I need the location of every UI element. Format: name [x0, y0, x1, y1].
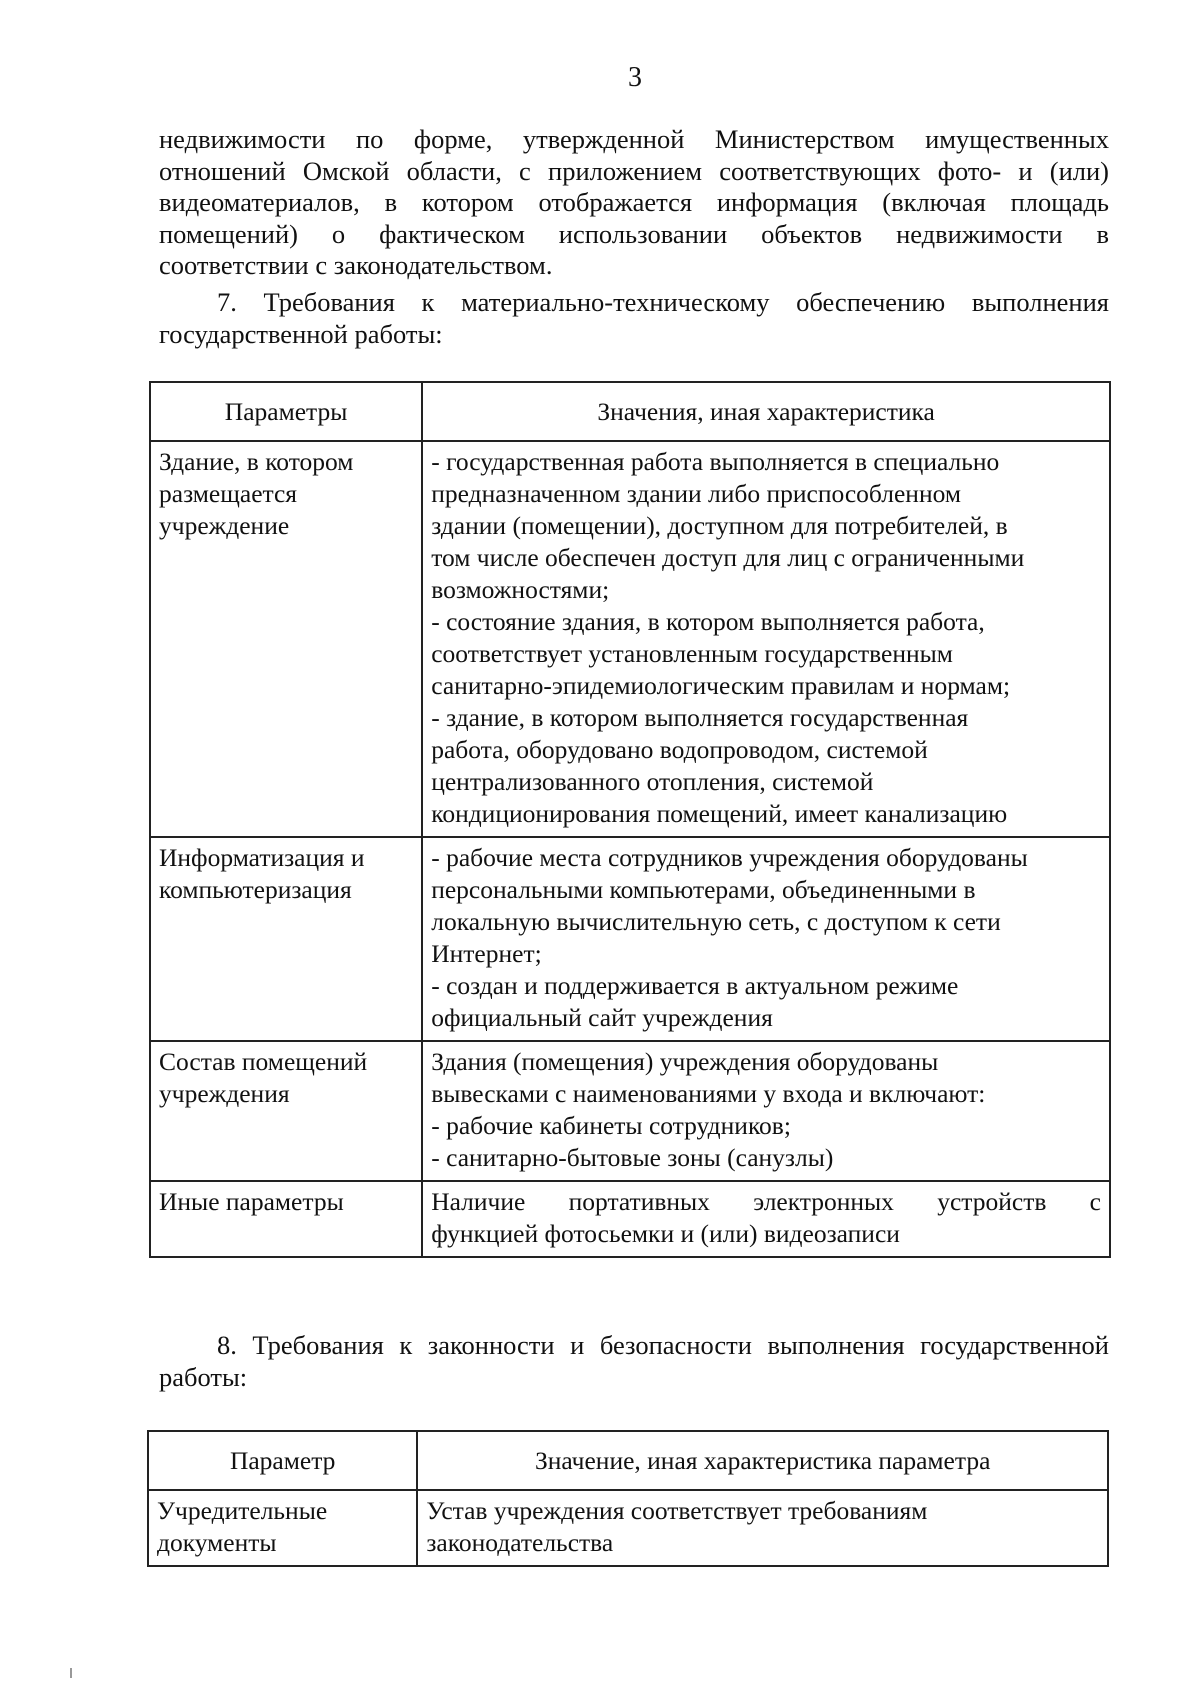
text-line: 8. Требования к законности и безопасности выполнения государственной	[217, 1330, 1109, 1360]
column-header: Значения, иная характеристика	[422, 382, 1110, 441]
material-requirements-table	[149, 381, 1111, 1258]
table-header-row	[148, 1431, 1108, 1490]
scan-artifact	[70, 1668, 72, 1678]
column-header: Параметры	[150, 382, 422, 441]
text-line: работы:	[159, 1361, 248, 1392]
value-cell: Наличие портативных электронных устройств с функцией фотосьемки и (или) видеозаписи	[422, 1181, 1110, 1257]
text-line: помещений) о фактическом использовании объектов недвижимости в	[159, 218, 1109, 249]
text-line: недвижимости по форме, утвержденной Министерством имущественных	[159, 124, 1109, 154]
param-cell: Информатизация и компьютеризация	[150, 837, 422, 1041]
table-row	[150, 1041, 1110, 1181]
value-cell: Здания (помещения) учреждения оборудованы вывесками с наименованиями у входа и включают: - рабочие кабинеты сотрудников; - санитарно-бытовые зоны (санузлы)	[422, 1041, 1110, 1181]
text-line: видеоматериалов, в котором отображается информация (включая площадь	[159, 187, 1109, 218]
value-cell: - государственная работа выполняется в специально предназначенном здании либо приспособленном здании (помещении), доступном для потребителей, в том числе обеспечен доступ для лиц с ограниченными возможностями; - состояние здания, в котором выполняется работа, соответствует установленным государственным санитарно-эпидемиологическим правилам и нормам; - здание, в котором выполняется государственная работа, оборудовано водопроводом, системой централизованного отопления, системой кондиционирования помещений, имеет канализацию	[422, 441, 1110, 837]
table-row	[150, 441, 1110, 837]
section-7-heading	[159, 287, 1109, 350]
intro-paragraph	[159, 124, 1109, 282]
section-8-heading	[159, 1330, 1109, 1393]
text-line: государственной работы:	[159, 318, 443, 349]
text-line: соответствии с законодательством.	[159, 250, 553, 281]
column-header: Параметр	[148, 1431, 417, 1490]
legality-requirements-table	[147, 1430, 1109, 1567]
param-cell: Состав помещений учреждения	[150, 1041, 422, 1181]
column-header: Значение, иная характеристика параметра	[417, 1431, 1108, 1490]
text-line: отношений Омской области, с приложением соответствующих фото- и (или)	[159, 155, 1109, 186]
page-number: 3	[628, 62, 642, 93]
table-row	[150, 837, 1110, 1041]
text-line: 7. Требования к материально-техническому обеспечению выполнения	[217, 287, 1109, 317]
value-cell: Устав учреждения соответствует требованиям законодательства	[417, 1490, 1108, 1566]
table-row	[148, 1490, 1108, 1566]
param-cell: Учредительные документы	[148, 1490, 417, 1566]
table-row	[150, 1181, 1110, 1257]
param-cell: Иные параметры	[150, 1181, 422, 1257]
table-header-row	[150, 382, 1110, 441]
value-cell: - рабочие места сотрудников учреждения оборудованы персональными компьютерами, объединенными в локальную вычислительную сеть, с доступом к сети Интернет; - создан и поддерживается в актуальном режиме официальный сайт учреждения	[422, 837, 1110, 1041]
param-cell: Здание, в котором размещается учреждение	[150, 441, 422, 837]
